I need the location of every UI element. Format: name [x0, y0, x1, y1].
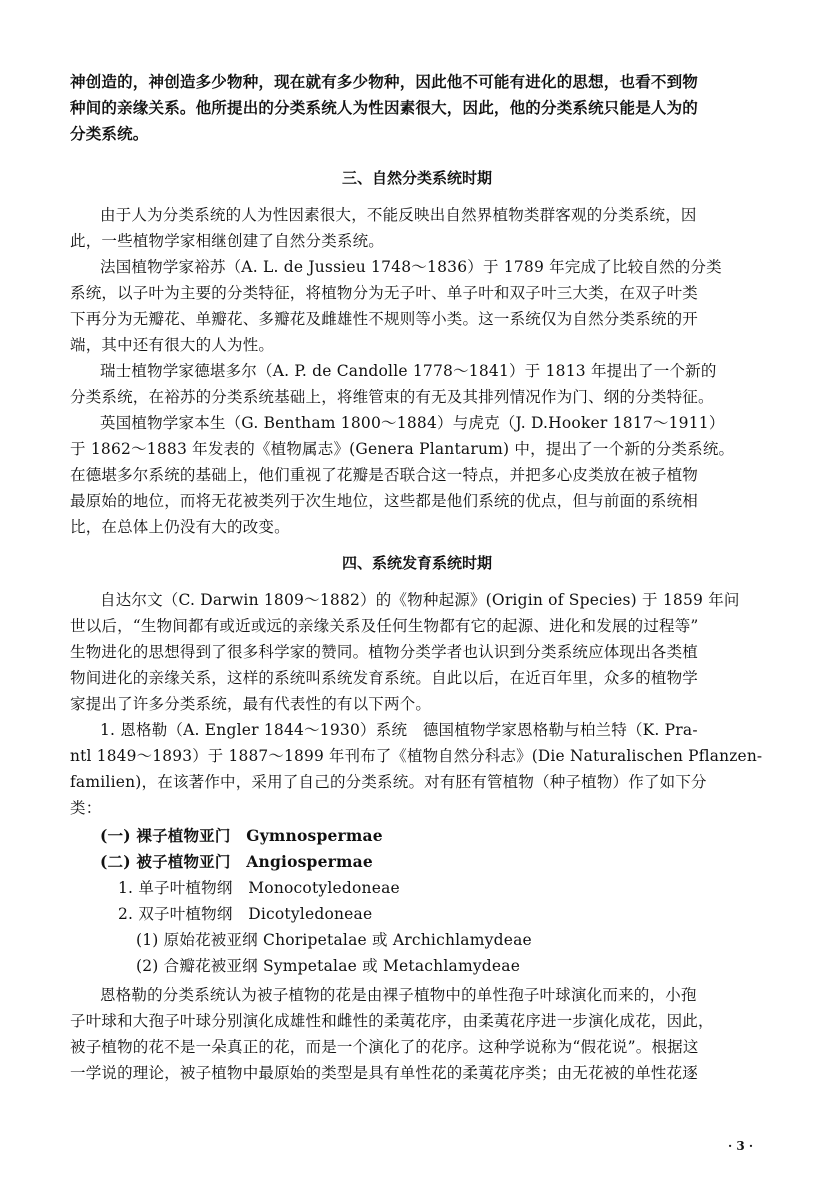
s4-line-7: ntl 1849～1893）于 1887～1899 年刊布了《植物自然分科志》(Die Naturalischen Pflanzen- — [70, 747, 763, 765]
section-3-heading: 三、自然分类系统时期 — [341, 169, 492, 187]
s3-line-5: 下再分为无瓣花、单瓣花、多瓣花及雌雄性不规则等小类。这一系统仅为自然分类系统的开 — [70, 310, 699, 328]
s4-after-line-3: 被子植物的花不是一朵真正的花，而是一个演化了的花序。这种学说称为“假花说”。根据这 — [70, 1038, 699, 1056]
classification-item-gymnospermae: (一) 裸子植物亚门 Gymnospermae — [100, 826, 383, 845]
page-number: · 3 · — [728, 1139, 754, 1153]
classification-item-angiospermae: (二) 被子植物亚门 Angiospermae — [100, 852, 373, 871]
s3-line-6: 端，其中还有很大的人为性。 — [70, 336, 275, 354]
s3-line-8: 分类系统，在裕苏的分类系统基础上，将维管束的有无及其排列情况作为门、纲的分类特征。 — [70, 388, 714, 406]
s4-line-8: familien)，在该著作中，采用了自己的分类系统。对有胚有管植物（种子植物）作了如下分 — [70, 773, 707, 791]
section-4-heading: 四、系统发育系统时期 — [341, 554, 492, 572]
s3-line-1: 由于人为分类系统的人为性因素很大，不能反映出自然界植物类群客观的分类系统，因 — [100, 206, 697, 224]
s4-line-6: 1. 恩格勒（A. Engler 1844～1930）系统 德国植物学家恩格勒与柏兰特（K. Pra- — [100, 721, 698, 739]
classification-item-choripetalae: (1) 原始花被亚纲 Choripetalae 或 Archichlamydeae — [136, 931, 532, 949]
classification-item-monocotyledoneae: 1. 单子叶植物纲 Monocotyledoneae — [118, 879, 400, 897]
s4-line-2: 世以后，“生物间都有或近或远的亲缘关系及任何生物都有它的起源、进化和发展的过程等” — [70, 617, 699, 635]
s4-line-5: 家提出了许多分类系统，最有代表性的有以下两个。 — [70, 695, 432, 713]
classification-item-sympetalae: (2) 合瓣花被亚纲 Sympetalae 或 Metachlamydeae — [136, 957, 521, 975]
intro-line-3: 分类系统。 — [70, 124, 149, 143]
s4-after-line-1: 恩格勒的分类系统认为被子植物的花是由裸子植物中的单性孢子叶球演化而来的，小孢 — [100, 986, 697, 1004]
classification-item-dicotyledoneae: 2. 双子叶植物纲 Dicotyledoneae — [118, 905, 373, 923]
s4-after-line-2: 子叶球和大孢子叶球分别演化成雄性和雌性的柔荑花序，由柔荑花序进一步演化成花，因此， — [70, 1012, 714, 1030]
s3-line-9: 英国植物学家本生（G. Bentham 1800～1884）与虎克（J. D.Hooker 1817～1911） — [100, 414, 725, 432]
s3-line-3: 法国植物学家裕苏（A. L. de Jussieu 1748～1836）于 1789 年完成了比较自然的分类 — [100, 258, 722, 276]
s4-line-3: 生物进化的思想得到了很多科学家的赞同。植物分类学者也认识到分类系统应体现出各类植 — [70, 643, 699, 661]
s3-line-7: 瑞士植物学家德堪多尔（A. P. de Candolle 1778～1841）于 1813 年提出了一个新的 — [100, 362, 717, 380]
s3-line-2: 此，一些植物学家相继创建了自然分类系统。 — [70, 232, 385, 250]
s4-line-4: 物间进化的亲缘关系，这样的系统叫系统发育系统。自此以后，在近百年里，众多的植物学 — [70, 669, 699, 687]
s4-line-9: 类： — [70, 799, 102, 817]
s4-after-line-4: 一学说的理论，被子植物中最原始的类型是具有单性花的柔荑花序类；由无花被的单性花逐 — [70, 1064, 699, 1082]
s3-line-11: 在德堪多尔系统的基础上，他们重视了花瓣是否联合这一特点，并把多心皮类放在被子植物 — [70, 466, 699, 484]
s3-line-12: 最原始的地位，而将无花被类列于次生地位，这些都是他们系统的优点，但与前面的系统相 — [70, 492, 699, 510]
intro-line-1: 神创造的，神创造多少物种，现在就有多少物种，因此他不可能有进化的思想，也看不到物 — [70, 72, 699, 91]
s3-line-10: 于 1862～1883 年发表的《植物属志》(Genera Plantarum) 中，提出了一个新的分类系统。 — [70, 440, 735, 458]
s4-line-1: 自达尔文（C. Darwin 1809～1882）的《物种起源》(Origin of Species) 于 1859 年问 — [100, 591, 740, 609]
intro-line-2: 种间的亲缘关系。他所提出的分类系统人为性因素很大，因此，他的分类系统只能是人为的 — [70, 98, 699, 117]
s3-line-4: 系统，以子叶为主要的分类特征，将植物分为无子叶、单子叶和双子叶三大类，在双子叶类 — [70, 284, 699, 302]
s3-line-13: 比，在总体上仍没有大的改变。 — [70, 518, 290, 536]
